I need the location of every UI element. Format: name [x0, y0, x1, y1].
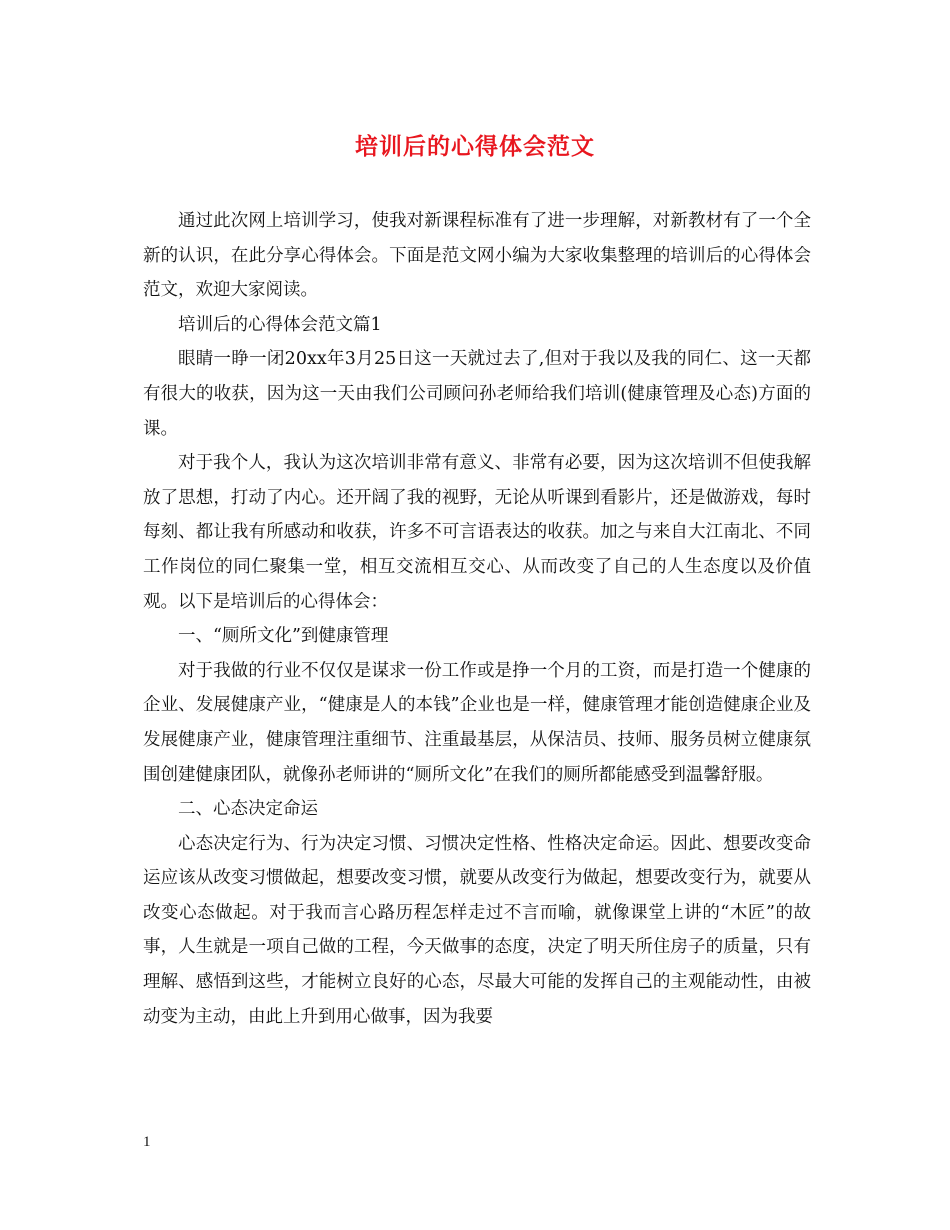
- document-title: 培训后的心得体会范文: [355, 133, 595, 160]
- paragraph-health-management: 对于我做的行业不仅仅是谋求一份工作或是挣一个月的工资，而是打造一个健康的企业、发展健康产业，“健康是人的本钱”企业也是一样，健康管理才能创造健康企业及发展健康产业，健康管理注重细节、注重最基层，从保洁员、技师、服务员树立健康氛围创建健康团队，就像孙老师讲的“厕所文化”在我们的厕所都能感受到温馨舒服。: [143, 660, 811, 785]
- paragraph-personal-view: 对于我个人，我认为这次培训非常有意义、非常有必要，因为这次培训不但使我解放了思想，打动了内心。还开阔了我的视野，无论从听课到看影片，还是做游戏，每时每刻、都让我有所感动和收获，许多不可言语表达的收获。加之与来自大江南北、不同工作岗位的同仁聚集一堂，相互交流相互交心、从而改变了自己的人生态度以及价值观。以下是培训后的心得体会：: [143, 453, 811, 612]
- section-heading-article-1: 培训后的心得体会范文篇1: [178, 314, 382, 335]
- section-heading-attitude: 二、心态决定命运: [178, 799, 318, 820]
- paragraph-intro: 通过此次网上培训学习，使我对新课程标准有了进一步理解，对新教材有了一个全新的认识，在此分享心得体会。下面是范文网小编为大家收集整理的培训后的心得体会范文，欢迎大家阅读。: [143, 211, 811, 301]
- paragraph-date: 眼睛一睁一闭20xx年3月25日这一天就过去了,但对于我以及我的同仁、这一天都有很大的收获，因为这一天由我们公司顾问孙老师给我们培训(健康管理及心态)方面的课。: [143, 349, 811, 439]
- section-heading-toilet-culture: 一、“厕所文化”到健康管理: [178, 626, 389, 647]
- page-number: 1: [143, 1134, 151, 1150]
- paragraph-attitude: 心态决定行为、行为决定习惯、习惯决定性格、性格决定命运。因此、想要改变命运应该从改变习惯做起，想要改变习惯，就要从改变行为做起，想要改变行为，就要从改变心态做起。对于我而言心路历程怎样走过不言而喻，就像课堂上讲的“木匠”的故事，人生就是一项自己做的工程，今天做事的态度，决定了明天所住房子的质量，只有理解、感悟到这些，才能树立良好的心态，尽最大可能的发挥自己的主观能动性，由被动变为主动，由此上升到用心做事，因为我要: [143, 833, 811, 1027]
- document-body: [143, 204, 811, 1034]
